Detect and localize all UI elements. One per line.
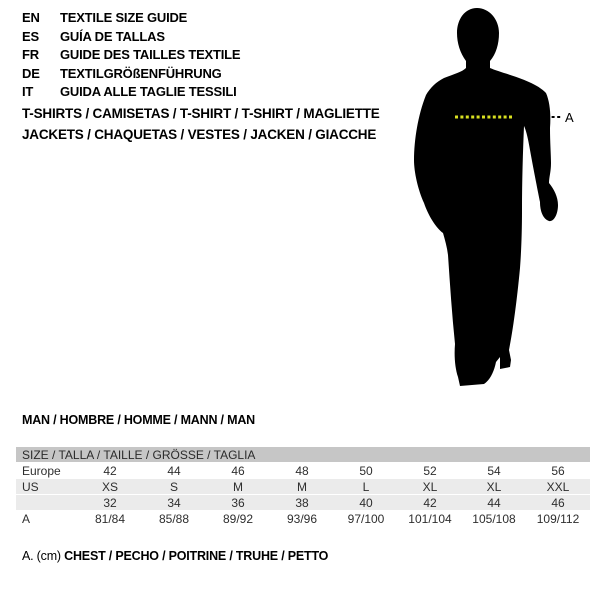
language-code: DE [22, 65, 40, 81]
table-cell: M [297, 480, 307, 494]
man-silhouette-figure [400, 0, 600, 400]
language-code: EN [22, 10, 40, 25]
language-label: GUIDA ALLE TAGLIE TESSILI [60, 84, 237, 99]
language-row [22, 9, 240, 28]
table-cell: 109/112 [536, 512, 580, 526]
table-row-us-numeric [16, 495, 590, 511]
language-label: GUIDE DES TAILLES TEXTILE [60, 47, 241, 62]
table-cell: XL [486, 480, 502, 494]
table-cell: 85/88 [158, 512, 190, 526]
table-row-chest-cm [16, 511, 590, 527]
table-cell: 34 [167, 496, 181, 510]
table-cell: 101/104 [408, 512, 452, 526]
table-cell: S [169, 480, 178, 494]
language-code: IT [22, 84, 34, 99]
table-cell: 48 [295, 464, 309, 478]
language-code: ES [22, 28, 39, 44]
footnote-prefix: A. (cm) [22, 549, 61, 563]
table-row-europe [16, 463, 590, 479]
language-code: FR [22, 47, 39, 62]
language-row [22, 65, 240, 84]
table-cell: 93/96 [286, 512, 318, 526]
garment-categories [22, 103, 380, 145]
language-label: GUÍA DE TALLAS [60, 28, 165, 44]
table-cell: 46 [231, 464, 245, 478]
table-cell: 81/84 [94, 512, 126, 526]
table-cell: 32 [103, 496, 117, 510]
table-cell: 89/92 [222, 512, 254, 526]
table-cell: 56 [551, 464, 565, 478]
table-cell: 52 [423, 464, 437, 478]
table-cell: XS [101, 480, 118, 494]
language-label: TEXTILGRÖßENFÜHRUNG [60, 65, 222, 81]
table-cell: 46 [551, 496, 565, 510]
table-cell: 44 [487, 496, 501, 510]
row-label [16, 495, 78, 511]
measure-label-a: A [565, 110, 574, 125]
table-cell: 44 [167, 464, 181, 478]
section-title-man: MAN / HOMBRE / HOMME / MANN / MAN [22, 413, 255, 427]
size-table [16, 447, 590, 527]
table-cell: 42 [423, 496, 437, 510]
table-cell: 36 [231, 496, 245, 510]
category-line-tshirts: T-SHIRTS / CAMISETAS / T-SHIRT / T-SHIRT / MAGLIETTE [22, 106, 380, 121]
language-list [22, 9, 240, 102]
row-label: A [22, 512, 31, 526]
row-label: US [22, 480, 39, 494]
table-cell: 40 [359, 496, 373, 510]
category-line-jackets: JACKETS / CHAQUETAS / VESTES / JACKEN / GIACCHE [22, 127, 377, 142]
table-cell: 42 [103, 464, 117, 478]
table-cell: 38 [295, 496, 309, 510]
table-row-us [16, 479, 590, 495]
table-cell: XL [422, 480, 438, 494]
language-label: TEXTILE SIZE GUIDE [60, 10, 188, 25]
footnote-text: CHEST / PECHO / POITRINE / TRUHE / PETTO [64, 549, 329, 563]
language-row [22, 83, 240, 102]
language-row [22, 46, 240, 65]
table-cell: 97/100 [347, 512, 385, 526]
size-table-header: SIZE / TALLA / TAILLE / GRÖSSE / TAGLIA [16, 447, 590, 463]
language-row [22, 28, 240, 47]
man-silhouette [414, 8, 558, 386]
table-cell: L [362, 480, 370, 494]
table-cell: 50 [359, 464, 373, 478]
table-cell: XXL [546, 480, 570, 494]
row-label: Europe [22, 464, 61, 478]
man-silhouette-svg [400, 0, 600, 400]
table-cell: M [233, 480, 243, 494]
table-cell: 54 [487, 464, 501, 478]
measure-footnote [22, 549, 328, 563]
table-cell: 105/108 [472, 512, 516, 526]
